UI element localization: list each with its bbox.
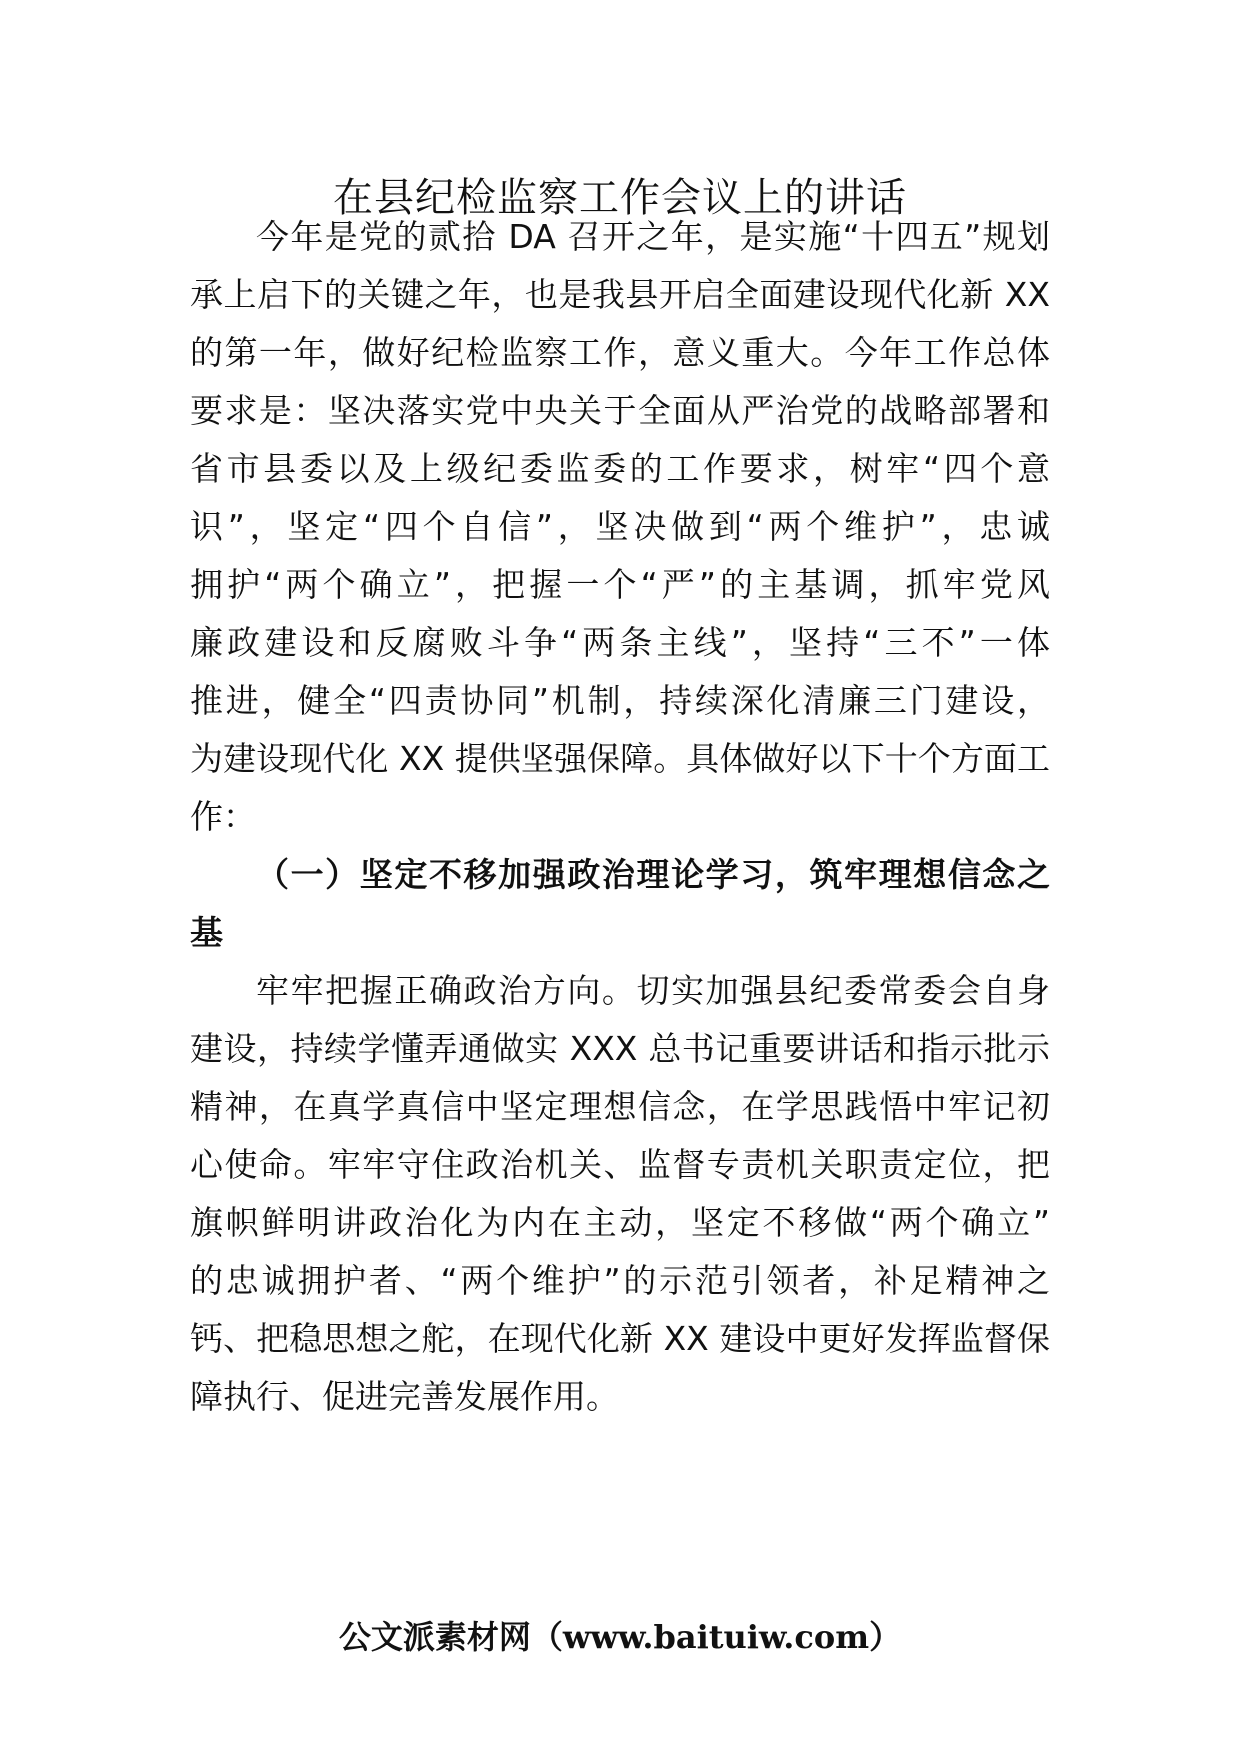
- paragraph-line: 建设，持续学懂弄通做实 XXX 总书记重要讲话和指示批示: [190, 1029, 1050, 1068]
- section-heading-line: （一）坚定不移加强政治理论学习，筑牢理想信念之: [256, 855, 1050, 894]
- paragraph-line: 今年是党的贰拾 DA 召开之年，是实施“十四五”规划: [256, 217, 1050, 256]
- paragraph-line: 心使命。牢牢守住政治机关、监督专责机关职责定位，把: [190, 1145, 1050, 1184]
- paragraph-line: 为建设现代化 XX 提供坚强保障。具体做好以下十个方面工: [190, 739, 1050, 778]
- paragraph-line: 推进，健全“四责协同”机制，持续深化清廉三门建设，: [190, 681, 1050, 720]
- paragraph-line: 拥护“两个确立”，把握一个“严”的主基调，抓牢党风: [190, 565, 1050, 604]
- paragraph-line: 牢牢把握正确政治方向。切实加强县纪委常委会自身: [256, 971, 1050, 1010]
- paragraph-line: 钙、把稳思想之舵，在现代化新 XX 建设中更好发挥监督保: [190, 1319, 1050, 1358]
- paragraph-line: 的忠诚拥护者、“两个维护”的示范引领者，补足精神之: [190, 1261, 1050, 1300]
- paragraph-line: 的第一年，做好纪检监察工作，意义重大。今年工作总体: [190, 333, 1050, 372]
- paragraph-line: 廉政建设和反腐败斗争“两条主线”，坚持“三不”一体: [190, 623, 1050, 662]
- document-title: 在县纪检监察工作会议上的讲话: [333, 175, 907, 221]
- paragraph-line: 识”，坚定“四个自信”，坚决做到“两个维护”，忠诚: [190, 507, 1050, 546]
- footer-source: 公文派素材网（www.baituiw.com）: [338, 1618, 902, 1656]
- paragraph-line: 作：: [190, 797, 256, 836]
- paragraph-line: 精神，在真学真信中坚定理想信念，在学思践悟中牢记初: [190, 1087, 1050, 1126]
- section-heading-line: 基: [190, 913, 223, 952]
- paragraph-line: 障执行、促进完善发展作用。: [190, 1377, 619, 1416]
- paragraph-line: 承上启下的关键之年，也是我县开启全面建设现代化新 XX: [190, 275, 1050, 314]
- paragraph-line: 要求是：坚决落实党中央关于全面从严治党的战略部署和: [190, 391, 1050, 430]
- paragraph-line: 省市县委以及上级纪委监委的工作要求，树牢“四个意: [190, 449, 1050, 488]
- paragraph-line: 旗帜鲜明讲政治化为内在主动，坚定不移做“两个确立”: [190, 1203, 1050, 1242]
